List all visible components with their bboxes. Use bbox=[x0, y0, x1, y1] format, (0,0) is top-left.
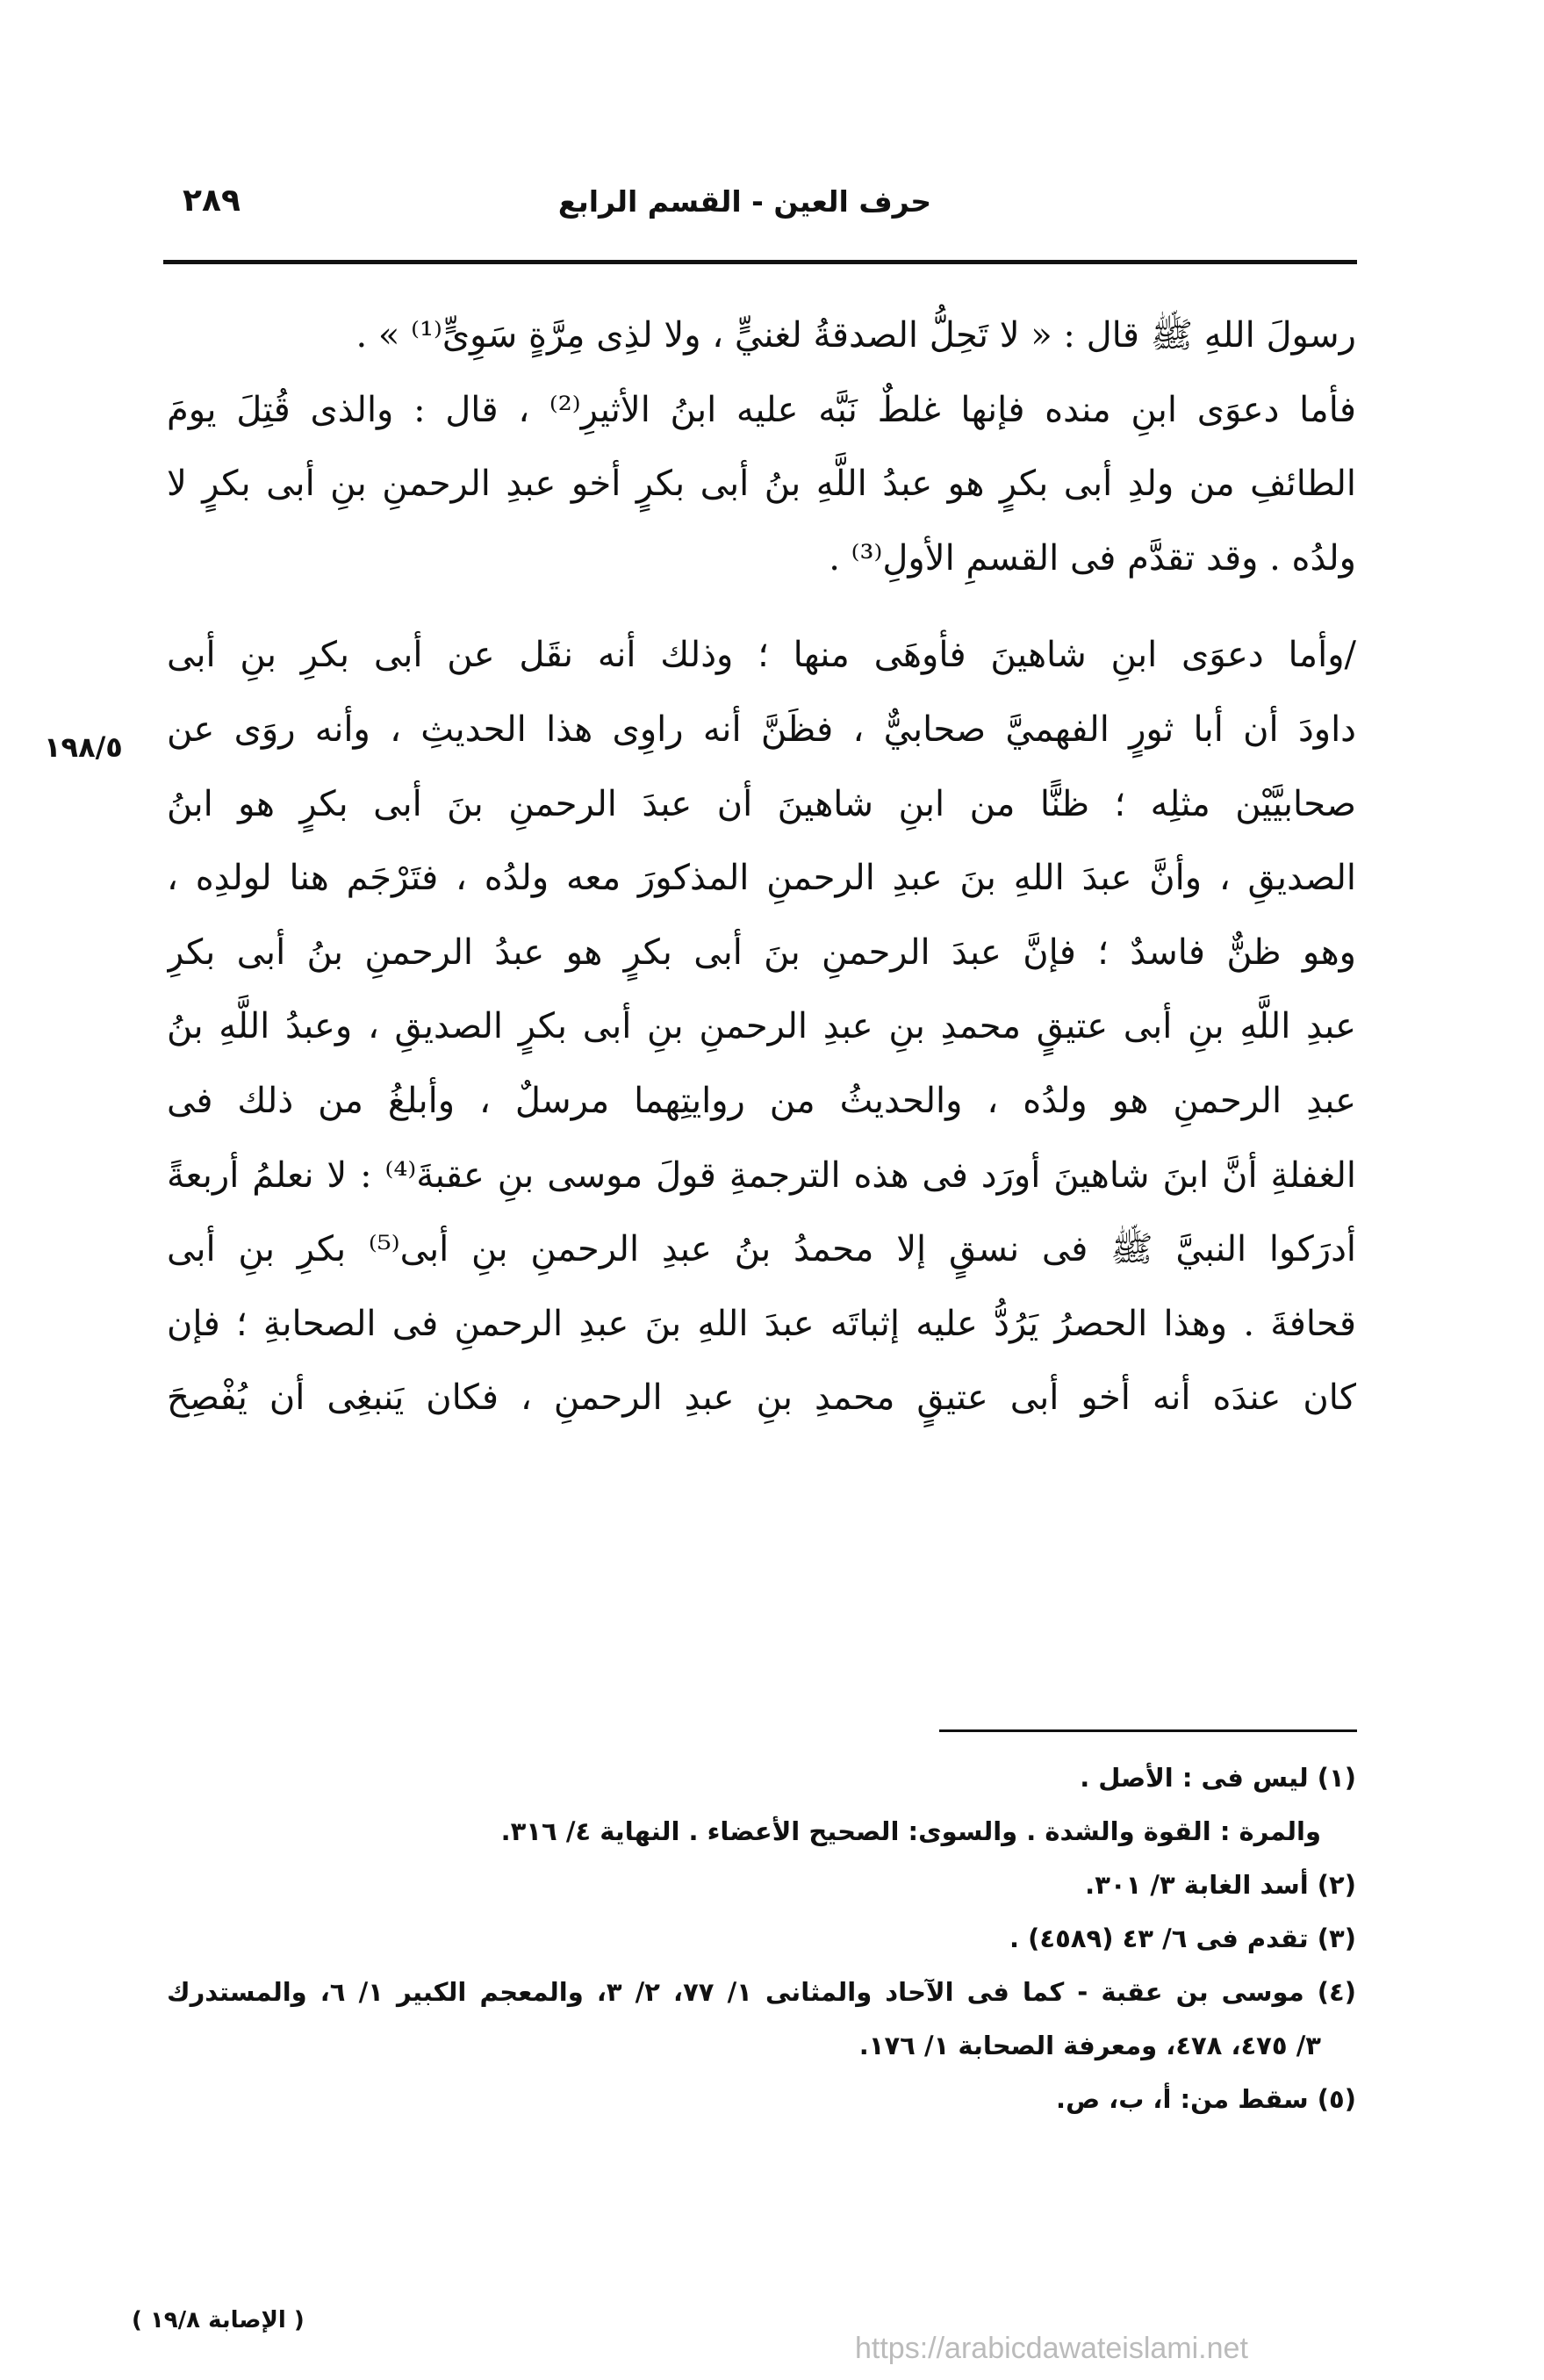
text-line: قحافةَ . وهذا الحصرُ يَرُدُّ عليه إثباتَه عبدَ اللهِ بنَ عبدِ الرحمنِ فى الصحابةِ ؛ فإن bbox=[167, 1303, 1356, 1344]
running-header bbox=[163, 176, 1357, 237]
source-reference: ( الإصابة ١٩/٨ ) bbox=[132, 2307, 305, 2333]
footnote: (٤) موسى بن عقبة - كما فى الآحاد والمثانى ١/ ٧٧، ٢/ ٣، والمعجم الكبير ١/ ٦، والمستدرك bbox=[167, 1977, 1356, 2007]
footnotes bbox=[167, 1751, 1356, 2126]
text-line: رسولَ اللهِ ﷺ قال : « لا تَحِلُّ الصدقةُ لغنيٍّ ، ولا لذِى مِرَّةٍ سَوِىٍّ⁽¹⁾ » . bbox=[355, 315, 1356, 356]
page-number: ٢٨٩ bbox=[183, 183, 241, 219]
text-line: الطائفِ من ولدِ أبى بكرٍ هو عبدُ اللَّهِ بنُ أبى بكرٍ أخو عبدِ الرحمنِ بنِ أبى بكرٍ لا bbox=[167, 464, 1356, 505]
running-title: حرف العين - القسم الرابع bbox=[557, 184, 931, 219]
text-line: صحابيَّيْن مثلِه ؛ ظنًّا من ابنِ شاهينَ أن عبدَ الرحمنِ بنَ أبى بكرٍ هو ابنُ bbox=[167, 783, 1356, 824]
footnote: ٣/ ٤٧٥، ٤٧٨، ومعرفة الصحابة ١/ ١٧٦. bbox=[858, 2031, 1321, 2060]
text-line: الغفلةِ أنَّ ابنَ شاهينَ أورَد فى هذه الترجمةِ قولَ موسى بنِ عقبةَ⁽⁴⁾ : لا نعلمُ أربعةً bbox=[167, 1154, 1356, 1196]
text-line: عبدِ الرحمنِ هو ولدُه ، والحديثُ من روايتِهما مرسلٌ ، وأبلغُ من ذلك فى bbox=[167, 1080, 1356, 1121]
text-line: /وأما دعوَى ابنِ شاهينَ فأوهَى منها ؛ وذلك أنه نقَل عن أبى بكرِ بنِ أبى bbox=[167, 635, 1356, 676]
text-line: ولدُه . وقد تقدَّم فى القسمِ الأولِ⁽³⁾ . bbox=[829, 537, 1356, 579]
footnote-rule bbox=[939, 1729, 1357, 1732]
footnote: (٣) تقدم فى ٦/ ٤٣ (٤٥٨٩) . bbox=[1009, 1923, 1356, 1953]
footnote: والمرة : القوة والشدة . والسوى: الصحيح الأعضاء . النهاية ٤/ ٣١٦. bbox=[500, 1816, 1321, 1846]
text-line: أدرَكوا النبيَّ ﷺ فى نسقٍ إلا محمدُ بنُ عبدِ الرحمنِ بنِ أبى⁽⁵⁾ بكرِ بنِ أبى bbox=[167, 1229, 1356, 1270]
header-rule bbox=[163, 260, 1357, 264]
watermark-url: https://arabicdawateislami.net bbox=[855, 2332, 1248, 2365]
footnote: (١) ليس فى : الأصل . bbox=[1080, 1763, 1356, 1793]
text-line: كان عندَه أنه أخو أبى عتيقٍ محمدِ بنِ عبدِ الرحمنِ ، فكان يَنبغِى أن يُفْصِحَ bbox=[167, 1377, 1356, 1419]
margin-reference: ١٩٨/٥ bbox=[44, 730, 123, 764]
text-line: وهو ظنٌّ فاسدٌ ؛ فإنَّ عبدَ الرحمنِ بنَ أبى بكرٍ هو عبدُ الرحمنِ بنُ أبى بكرِ bbox=[167, 931, 1356, 973]
footnote: (٢) أسد الغابة ٣/ ٣٠١. bbox=[1085, 1870, 1356, 1900]
text-line: الصديقِ ، وأنَّ عبدَ اللهِ بنَ عبدِ الرحمنِ المذكورَ معه ولدُه ، فتَرْجَم هنا لولدِه ، bbox=[167, 858, 1356, 899]
text-line: فأما دعوَى ابنِ منده فإنها غلطٌ نَبَّه عليه ابنُ الأثيرِ⁽²⁾ ، قال : والذى قُتِلَ يومَ bbox=[167, 389, 1356, 430]
main-text bbox=[167, 298, 1356, 1435]
footnote: (٥) سقط من: أ، ب، ص. bbox=[1056, 2084, 1356, 2114]
text-line: داودَ أن أبا ثورٍ الفهميَّ صحابيٌّ ، فظَنَّ أنه راوِى هذا الحديثِ ، وأنه روَى عن bbox=[167, 708, 1356, 750]
text-line: عبدِ اللَّهِ بنِ أبى عتيقٍ محمدِ بنِ عبدِ الرحمنِ بنِ أبى بكرٍ الصديقِ ، وعبدُ اللَّهِ بنُ bbox=[167, 1006, 1356, 1047]
